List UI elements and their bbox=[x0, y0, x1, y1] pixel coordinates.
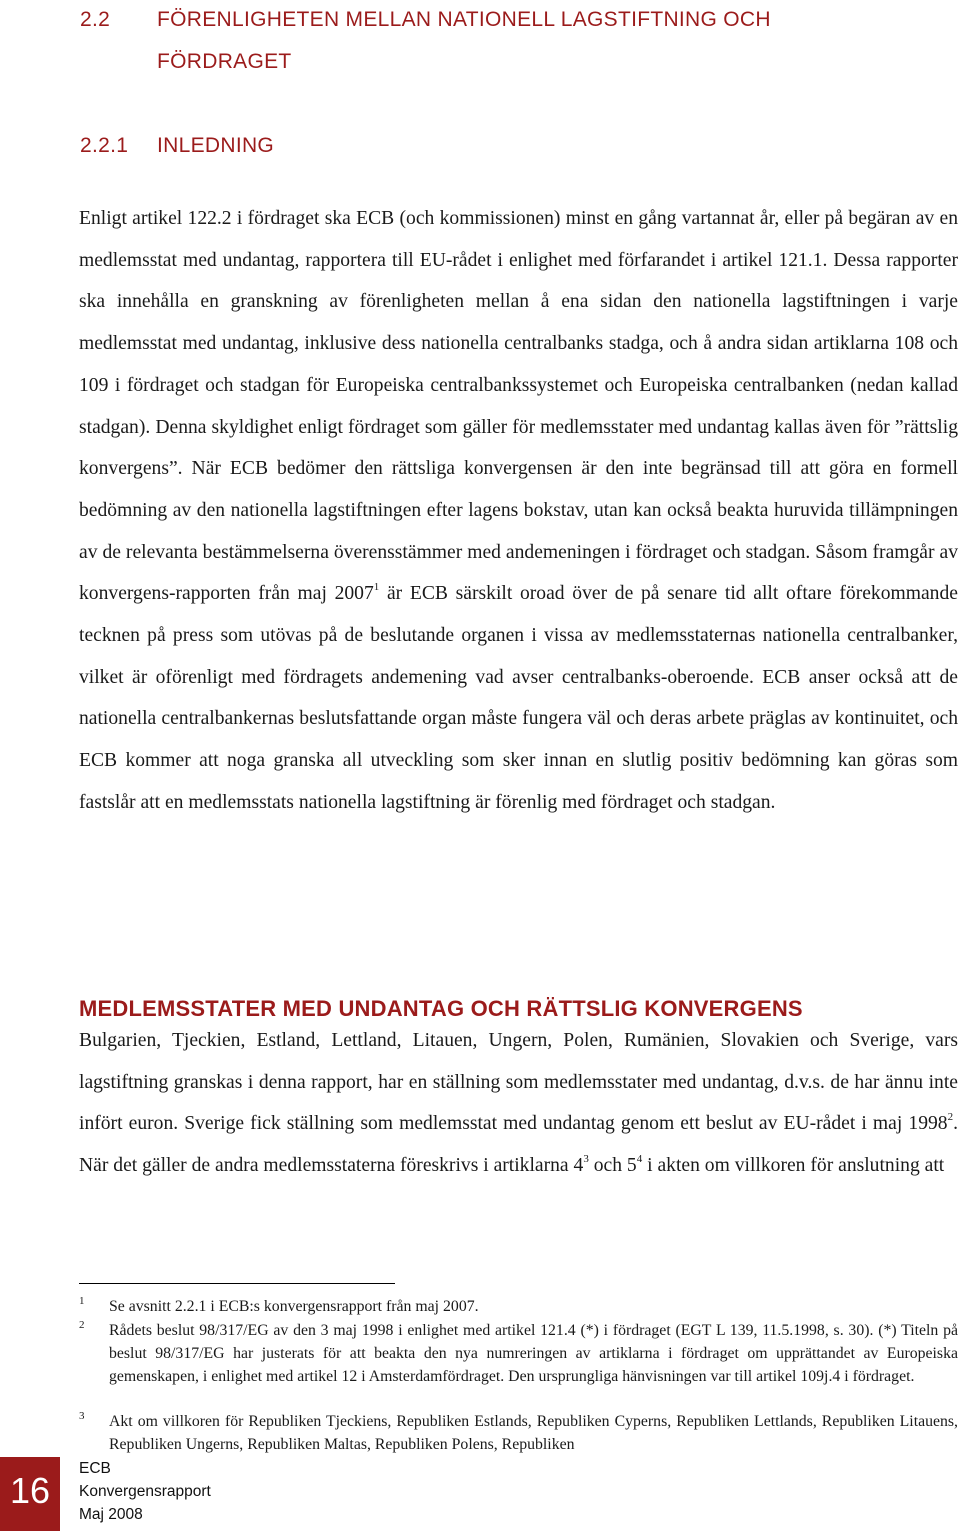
footnote-text: Rådets beslut 98/317/EG av den 3 maj 1998 i enlighet med artikel 121.4 (*) i fördraget (EGT L 139, 11.5.1998, s. 30). (*) Titeln på beslut 98/317/EG har justerats för att beakta den nya numreringen av artiklarna i fördraget om upprättandet av Europeiska gemenskapen, i enlighet med artikel 12 i Amsterdamfördraget. Den ursprungliga hänvisningen var till artikel 109j.4 i fördraget. bbox=[109, 1322, 958, 1385]
footnote-ref-4[interactable]: 4 bbox=[636, 1152, 643, 1165]
page-footer bbox=[79, 1457, 211, 1526]
footnote-ref-3[interactable]: 3 bbox=[583, 1152, 589, 1165]
footnote-text: Akt om villkoren för Republiken Tjeckiens, Republiken Estlands, Republiken Cyperns, Republiken Lettlands, Republiken Litauens, Republiken Ungerns, Republiken Maltas, Republiken Polens, Republiken bbox=[109, 1413, 958, 1453]
section-number: 2.2 bbox=[80, 8, 111, 31]
paragraph2-text-d: i akten om villkoren för anslutning att bbox=[642, 1155, 945, 1177]
footnote-1 bbox=[79, 1295, 958, 1318]
subsection-title: INLEDNING bbox=[157, 134, 275, 157]
footnote-2 bbox=[79, 1319, 958, 1388]
subsection-number: 2.2.1 bbox=[80, 134, 129, 157]
footer-date: Maj 2008 bbox=[79, 1506, 143, 1523]
subsection-heading bbox=[80, 134, 274, 158]
footnote-number: 3 bbox=[79, 1410, 85, 1422]
footer-report-title: Konvergensrapport bbox=[79, 1483, 211, 1500]
footnote-3 bbox=[79, 1410, 958, 1456]
footer-publisher: ECB bbox=[79, 1460, 111, 1477]
section-title-line2: FÖRDRAGET bbox=[157, 50, 292, 73]
footnote-ref-1[interactable]: 1 bbox=[373, 580, 380, 593]
body-paragraph-1 bbox=[79, 198, 958, 824]
page-number: 16 bbox=[9, 1470, 51, 1511]
body-paragraph-2 bbox=[79, 1020, 958, 1187]
paragraph1-text-a: Enligt artikel 122.2 i fördraget ska ECB (och kommissionen) minst en gång vartannat år, eller på begäran av en medlemsstat med undantag, rapportera till EU-rådet i enlighet med förfarandet i artikel 121.1. Dessa rapporter ska innehålla en granskning av förenligheten mellan å ena sidan den nationella lagstiftningen i varje medlemsstat med undantag, inklusive dess nationella centralbanks stadga, och å andra sidan artiklarna 108 och 109 i fördraget och stadgan för Europeiska centralbankssystemet och Europeiska centralbanken (nedan kallad stadgan). Denna skyldighet enligt fördraget som gäller för medlemsstater med undantag kallas även för ”rättslig konvergens”. När ECB bedömer den rättsliga konvergensen är den inte begränsad till att göra en formell bedömning av den nationella lagstiftningen efter lagens bokstav, utan kan också beakta huruvida tillämpningen av de relevanta bestämmelserna överensstämmer med andemeningen i fördraget och stadgan. Såsom framgår av konvergens-rapporten från maj 2007 bbox=[79, 208, 958, 605]
footnote-number: 2 bbox=[79, 1319, 85, 1331]
footnote-divider bbox=[79, 1283, 395, 1284]
footnote-number: 1 bbox=[79, 1295, 85, 1307]
paragraph2-text-a: Bulgarien, Tjeckien, Estland, Lettland, Litauen, Ungern, Polen, Rumänien, Slovakien och Sverige, vars lagstiftning granskas i denna rapport, har en ställning som medlemsstater med undantag, d.v.s. de har ännu inte infört euron. Sverige fick ställning som medlemsstat med undantag genom ett beslut av EU-rådet i maj 1998 bbox=[79, 1030, 958, 1135]
paragraph2-text-b: . När det gäller de andra medlemsstaterna föreskrivs i artiklarna 4 bbox=[79, 1113, 958, 1177]
subheading-member-states: MEDLEMSSTATER MED UNDANTAG OCH RÄTTSLIG KONVERGENS bbox=[79, 996, 803, 1021]
footnote-text: Se avsnitt 2.2.1 i ECB:s konvergensrapport från maj 2007. bbox=[109, 1298, 479, 1315]
section-heading bbox=[80, 8, 771, 32]
section-title-line1: FÖRENLIGHETEN MELLAN NATIONELL LAGSTIFTNING OCH bbox=[157, 8, 771, 31]
paragraph2-text-c: och 5 bbox=[588, 1155, 637, 1177]
footnote-ref-2[interactable]: 2 bbox=[947, 1110, 954, 1123]
paragraph1-text-b: är ECB särskilt oroad över de på senare tid allt oftare förekommande tecknen på press som utövas på de beslutande organen i vissa av medlemsstaternas nationella centralbanker, vilket är oförenligt med fördragets andemening vad avser centralbanks-oberoende. ECB anser också att de nationella centralbankernas beslutsfattande organ måste fungera väl och deras arbete präglas av kontinuitet, och ECB kommer att noga granska all utveckling som sker innan en slutlig positiv bedömning kan göras som fastslår att en medlemsstats nationella lagstiftning är förenlig med fördraget och stadgan. bbox=[79, 583, 958, 813]
